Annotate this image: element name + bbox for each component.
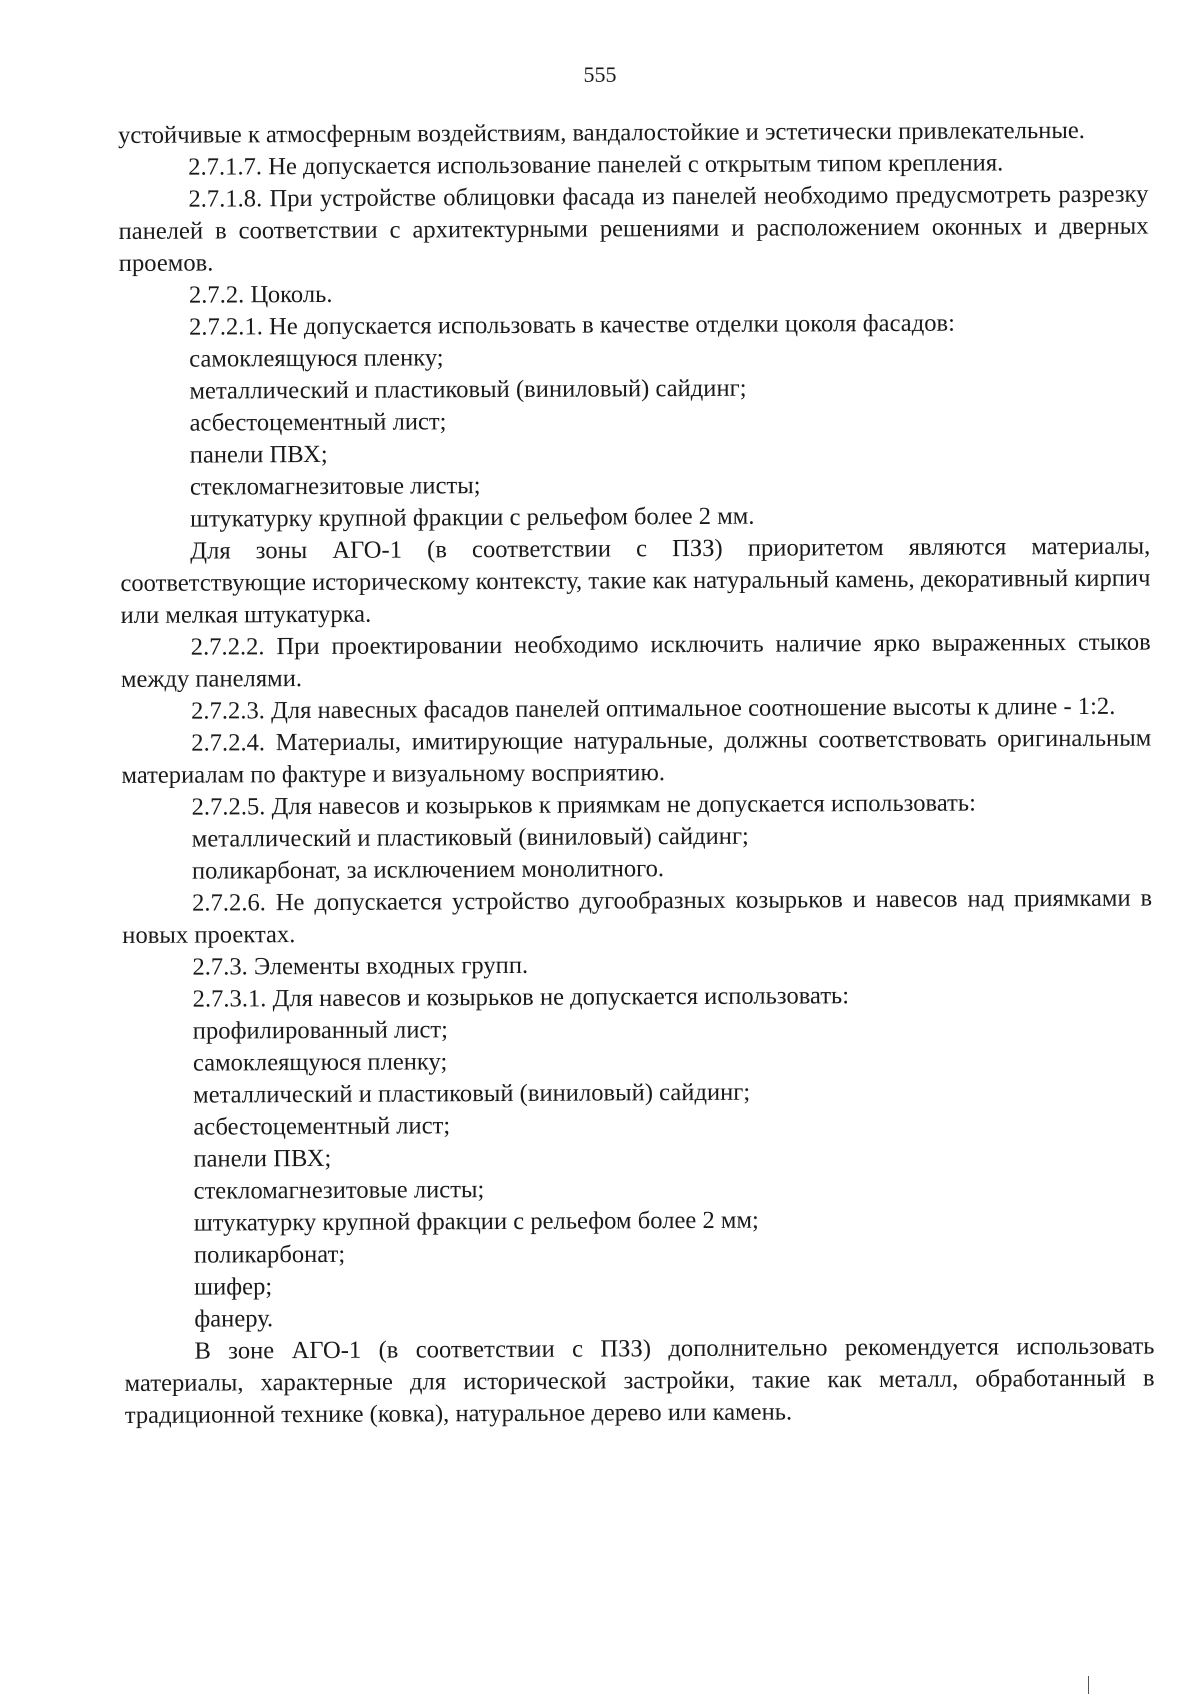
list-item: панели ПВХ; — [189, 440, 328, 469]
list-item: профилированный лист; — [192, 1016, 449, 1045]
list-item: штукатурку крупной фракции с рельефом более 2 мм. — [190, 502, 755, 533]
list-item: стекломагнезитовые листы; — [193, 1176, 485, 1205]
paragraph: В зоне АГО-1 (в соответствии с ПЗЗ) дополнительно рекомендуется использовать материалы, характерные для исторической застройки, такие как металл, обработанный в традиционной технике (ковка), натуральное дерево или камень. — [124, 1332, 1155, 1429]
paragraph: Для зоны АГО-1 (в соответствии с ПЗЗ) приоритетом являются материалы, соответствующие историческому контексту, такие как натуральный камень, декоративный кирпич или мелкая штукатурка. — [120, 532, 1151, 629]
list-item: асбестоцементный лист; — [193, 1112, 451, 1141]
paragraph: 2.7.2.3. Для навесных фасадов панелей оптимальное соотношение высоты к длине - 1:2. — [191, 692, 1116, 725]
paragraph: 2.7.2.1. Не допускается использовать в качестве отделки цоколя фасадов: — [189, 309, 955, 341]
list-item: поликарбонат, за исключением монолитного. — [191, 855, 665, 885]
document-body — [118, 115, 1155, 1432]
page-number: 555 — [583, 62, 617, 87]
paragraph: 2.7.1.8. При устройстве облицовки фасада из панелей необходимо предусмотреть разрезку панелей в соответствии с архитектурными решениями и расположением оконных и дверных проемов. — [118, 180, 1149, 277]
list-item: фанеру. — [194, 1305, 274, 1333]
section-heading: 2.7.3. Элементы входных групп. — [192, 951, 529, 981]
paragraph: 2.7.2.4. Материалы, имитирующие натуральные, должны соответствовать оригинальным материалам по фактуре и визуальному восприятию. — [121, 724, 1152, 789]
paragraph: 2.7.2.5. Для навесов и козырьков к приямкам не допускается использовать: — [191, 789, 976, 821]
list-item: металлический и пластиковый (виниловый) сайдинг; — [193, 1078, 751, 1109]
list-item: стекломагнезитовые листы; — [189, 472, 481, 501]
list-item: металлический и пластиковый (виниловый) сайдинг; — [191, 822, 749, 853]
list-item: шифер; — [194, 1273, 273, 1301]
list-item: панели ПВХ; — [193, 1144, 332, 1173]
list-item: металлический и пластиковый (виниловый) сайдинг; — [189, 374, 747, 405]
list-item: асбестоцементный лист; — [189, 408, 447, 437]
paragraph: 2.7.2.2. При проектировании необходимо исключить наличие ярко выраженных стыков между панелями. — [120, 628, 1151, 693]
scan-edge-mark — [1088, 1676, 1089, 1694]
paragraph: 2.7.1.7. Не допускается использование панелей с открытым типом крепления. — [188, 149, 1004, 181]
list-item: штукатурку крупной фракции с рельефом более 2 мм; — [193, 1206, 759, 1237]
list-item: поликарбонат; — [193, 1240, 346, 1269]
list-item: самоклеящуюся пленку; — [192, 1048, 448, 1077]
list-item: самоклеящуюся пленку; — [189, 344, 444, 373]
paragraph: 2.7.2.6. Не допускается устройство дугообразных козырьков и навесов над приямками в новых проектах. — [122, 884, 1153, 949]
paragraph: устойчивые к атмосферным воздействиям, вандалостойкие и эстетически привлекательные. — [118, 116, 1085, 149]
section-heading: 2.7.2. Цоколь. — [188, 280, 333, 309]
paragraph: 2.7.3.1. Для навесов и козырьков не допускается использовать: — [192, 982, 850, 1013]
